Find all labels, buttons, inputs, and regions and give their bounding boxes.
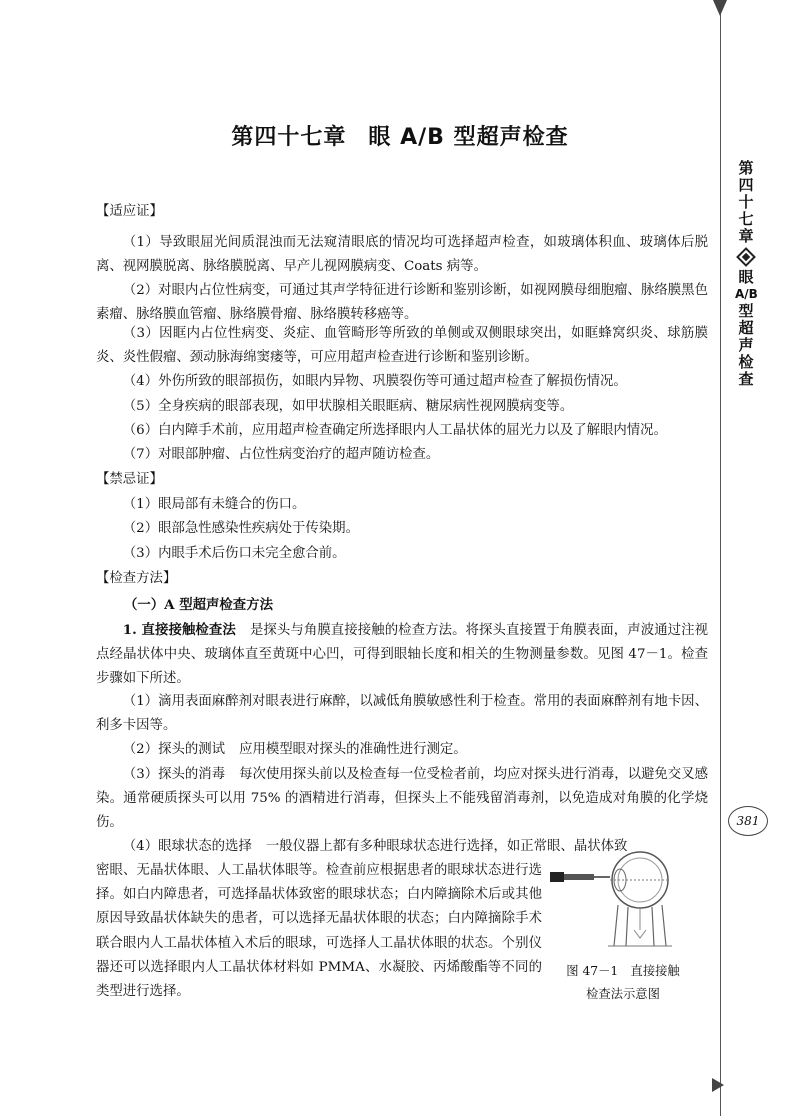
step-4-continuation: 密眼、无晶状体眼、人工晶状体眼等。检查前应根据患者的眼球状态进行选择。如白内障患者，可选择晶状体致密的眼球状态；白内障摘除术后或其他原因导致晶状体缺失的患者，可以选择无晶状体眼的状态；白内障摘除手术联合眼内人工晶状体植入术后的眼球，可选择人工晶状体眼的状态。个别仪器还可以选择眼内人工晶状体材料如 PMMA、水凝胶、丙烯酸酯等不同的类型进行选择。 <box>96 863 542 1000</box>
contraindication-item-3: （3）内眼手术后伤口未完全愈合前。 <box>122 546 346 561</box>
margin-triangle-top <box>713 0 727 16</box>
contraindication-item-1: （1）眼局部有未缝合的伤口。 <box>122 497 306 512</box>
indication-item-5: （5）全身疾病的眼部表现，如甲状腺相关眼眶病、糖尿病性视网膜病变等。 <box>122 399 574 414</box>
side-tab-char: 七 <box>738 210 754 228</box>
figure-caption-line-2: 检查法示意图 <box>586 987 660 1001</box>
contraindications-heading: 【禁忌证】 <box>96 472 163 487</box>
diamond-icon <box>736 247 756 267</box>
indications-heading: 【适应证】 <box>96 204 163 219</box>
direct-contact-term: 1. 直接接触检查法 <box>122 622 236 638</box>
side-tab-char: 十 <box>738 193 754 211</box>
indication-item-1: （1）导致眼屈光间质混浊而无法窥清眼底的情况均可选择超声检查，如玻璃体积血、玻璃体后脱离、视网膜脱离、脉络膜脱离、早产儿视网膜病变、Coats 病等。 <box>96 235 708 275</box>
direct-contact-figure <box>548 850 688 950</box>
indication-item-4: （4）外伤所致的眼部损伤，如眼内异物、巩膜裂伤等可通过超声检查了解损伤情况。 <box>122 374 627 389</box>
side-tab-char: 声 <box>738 336 754 354</box>
step-3-text: 每次使用探头前以及检查每一位受检者前，均应对探头进行消毒，以避免交叉感染。通常硬质探头可以用 75% 的酒精进行消毒，但探头上不能残留消毒剂，以免造成对角膜的化学烧伤。 <box>96 767 708 831</box>
side-tab-char: 查 <box>738 370 754 388</box>
indication-item-6: （6）白内障手术前，应用超声检查确定所选择眼内人工晶状体的屈光力以及了解眼内情况。 <box>122 423 667 438</box>
indication-item-3: （3）因眶内占位性病变、炎症、血管畸形等所致的单侧或双侧眼球突出，如眶蜂窝织炎、球筋膜炎、炎性假瘤、颈动脉海绵窦瘘等，可应用超声检查进行诊断和鉴别诊断。 <box>96 326 708 366</box>
margin-triangle-bottom <box>712 1078 724 1092</box>
indication-item-2: （2）对眼内占位性病变，可通过其声学特征进行诊断和鉴别诊断，如视网膜母细胞瘤、脉络膜黑色素瘤、脉络膜血管瘤、脉络膜骨瘤、脉络膜转移癌等。 <box>96 283 708 323</box>
step-2 <box>96 738 708 762</box>
margin-rule <box>720 0 721 1116</box>
probe-cable-icon <box>550 872 564 882</box>
chapter-number: 第四十七章 <box>231 125 347 150</box>
side-tab-char: 章 <box>738 227 754 245</box>
figure-caption-line-1: 图 47－1 直接接触 <box>566 964 680 978</box>
step-4-first: 一般仪器上都有多种眼球状态进行选择，如正常眼、晶状体致 <box>265 839 628 854</box>
figure-caption <box>548 960 698 1006</box>
step-1: （1）滴用表面麻醉剂对眼表进行麻醉，以减低角膜敏感性利于检查。常用的表面麻醉剂有地卡因、利多卡因等。 <box>96 694 708 734</box>
step-3 <box>96 763 708 836</box>
side-chapter-tab <box>735 160 757 388</box>
step-4-title: （4）眼球状态的选择 <box>122 839 252 854</box>
method-a-subheading: （一）A 型超声检查方法 <box>124 597 273 613</box>
indication-item-7: （7）对眼部肿瘤、占位性病变治疗的超声随访检查。 <box>122 447 440 462</box>
step-2-text: 应用模型眼对探头的准确性进行测定。 <box>239 742 467 757</box>
direct-contact-paragraph <box>96 618 708 692</box>
side-tab-char: A/B <box>735 287 758 301</box>
step-2-title: （2）探头的测试 <box>122 742 226 757</box>
chapter-title <box>150 120 650 151</box>
methods-heading: 【检查方法】 <box>96 571 177 586</box>
side-tab-char: 超 <box>738 319 754 337</box>
page-number: 381 <box>728 806 768 836</box>
direct-contact-text: 是探头与角膜直接接触的检查方法。将探头直接置于角膜表面，声波通过注视点经晶状体中央、玻璃体直至黄斑中心凹，可得到眼轴长度和相关的生物测量参数。见图 47－1。检查步骤如下所述。 <box>96 623 709 687</box>
side-tab-char: 型 <box>738 302 754 320</box>
side-tab-char: 检 <box>738 353 754 371</box>
side-tab-char: 眼 <box>738 268 754 286</box>
side-tab-char: 四 <box>738 176 754 194</box>
chapter-name: 眼 A/B 型超声检查 <box>368 125 569 150</box>
contraindication-item-2: （2）眼部急性感染性疾病处于传染期。 <box>122 521 359 536</box>
side-tab-char: 第 <box>738 159 754 177</box>
probe-body-icon <box>564 874 594 880</box>
step-3-title: （3）探头的消毒 <box>122 767 226 782</box>
